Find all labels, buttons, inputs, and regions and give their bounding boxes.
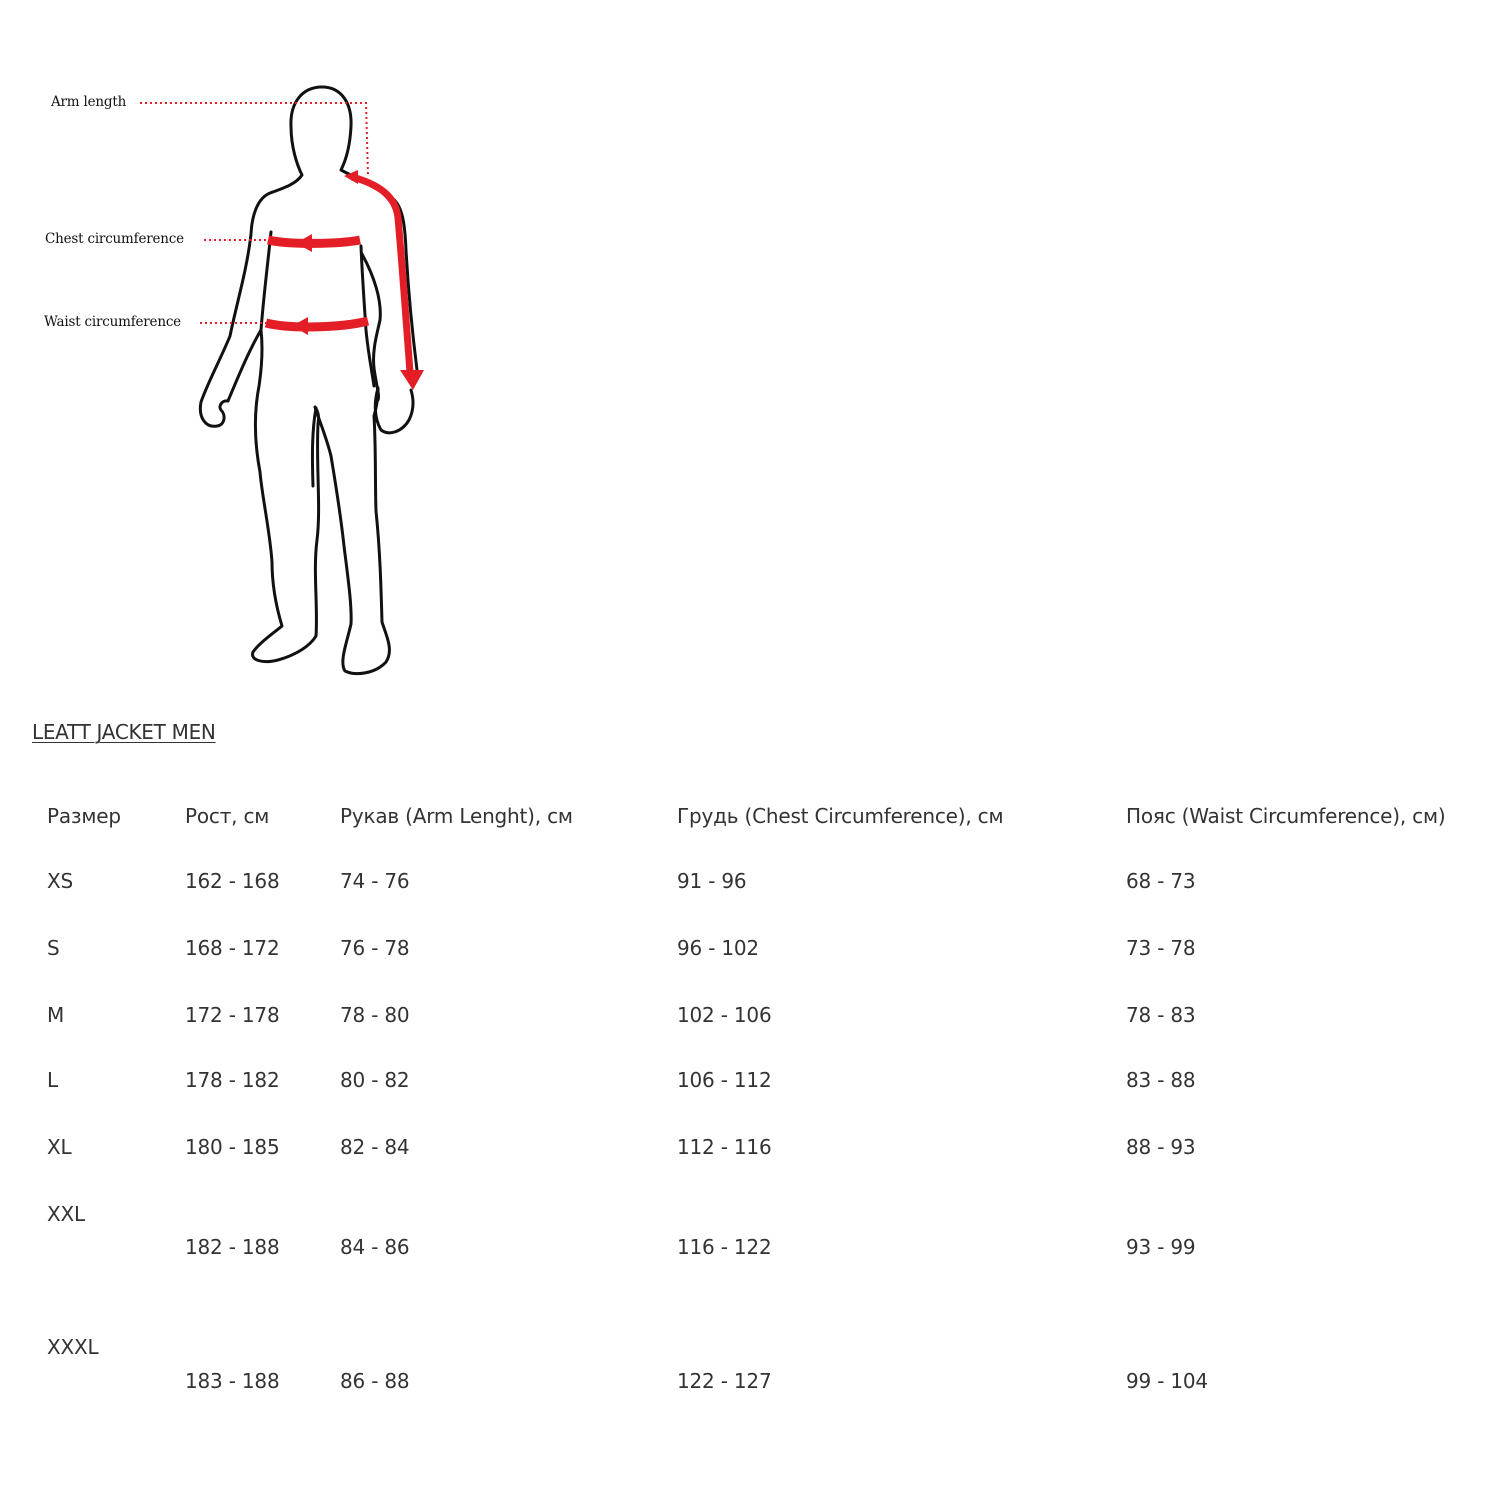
- cell-arm-length: 76 - 78: [340, 936, 410, 960]
- cell-height: 182 - 188: [185, 1235, 280, 1259]
- measurement-diagram: [0, 0, 520, 700]
- chest-measure-band: [268, 240, 360, 243]
- cell-waist: 68 - 73: [1126, 869, 1196, 893]
- cell-height: 178 - 182: [185, 1068, 280, 1092]
- cell-size: L: [47, 1068, 58, 1092]
- header-chest: Грудь (Chest Circumference), см: [677, 804, 1004, 828]
- arm-arrowhead: [400, 370, 424, 390]
- cell-arm-length: 82 - 84: [340, 1135, 410, 1159]
- cell-chest: 116 - 122: [677, 1235, 772, 1259]
- cell-height: 180 - 185: [185, 1135, 280, 1159]
- arm-length-label: Arm length: [51, 94, 127, 110]
- cell-waist: 99 - 104: [1126, 1369, 1208, 1393]
- chest-circumference-label: Chest circumference: [45, 231, 184, 247]
- header-size: Размер: [47, 804, 121, 828]
- cell-size: XS: [47, 869, 73, 893]
- cell-size: XXL: [47, 1202, 85, 1226]
- cell-arm-length: 80 - 82: [340, 1068, 410, 1092]
- cell-waist: 78 - 83: [1126, 1003, 1196, 1027]
- cell-chest: 106 - 112: [677, 1068, 772, 1092]
- cell-chest: 122 - 127: [677, 1369, 772, 1393]
- cell-chest: 102 - 106: [677, 1003, 772, 1027]
- cell-arm-length: 86 - 88: [340, 1369, 410, 1393]
- cell-chest: 91 - 96: [677, 869, 747, 893]
- body-outline-inner-torso: [261, 232, 271, 330]
- cell-waist: 93 - 99: [1126, 1235, 1196, 1259]
- cell-size: XL: [47, 1135, 72, 1159]
- waist-measure-band: [266, 321, 368, 327]
- cell-size: M: [47, 1003, 65, 1027]
- header-height: Рост, см: [185, 804, 270, 828]
- cell-chest: 96 - 102: [677, 936, 759, 960]
- header-arm-length: Рукав (Arm Lenght), см: [340, 804, 573, 828]
- cell-size: S: [47, 936, 60, 960]
- arm-length-leader: [140, 103, 368, 176]
- cell-height: 168 - 172: [185, 936, 280, 960]
- cell-arm-length: 74 - 76: [340, 869, 410, 893]
- cell-size: XXXL: [47, 1335, 99, 1359]
- arm-measure-line: [352, 177, 410, 372]
- cell-height: 183 - 188: [185, 1369, 280, 1393]
- cell-arm-length: 84 - 86: [340, 1235, 410, 1259]
- body-outline: [200, 87, 413, 674]
- cell-waist: 73 - 78: [1126, 936, 1196, 960]
- chest-arrowhead: [296, 234, 312, 252]
- cell-height: 162 - 168: [185, 869, 280, 893]
- header-waist: Пояс (Waist Circumference), см): [1126, 804, 1446, 828]
- cell-chest: 112 - 116: [677, 1135, 772, 1159]
- waist-circumference-label: Waist circumference: [44, 314, 181, 330]
- cell-height: 172 - 178: [185, 1003, 280, 1027]
- cell-waist: 83 - 88: [1126, 1068, 1196, 1092]
- cell-waist: 88 - 93: [1126, 1135, 1196, 1159]
- waist-arrowhead: [292, 317, 308, 335]
- size-table-title[interactable]: LEATT JACKET MEN: [32, 720, 216, 744]
- body-outline-legs: [312, 408, 316, 486]
- cell-arm-length: 78 - 80: [340, 1003, 410, 1027]
